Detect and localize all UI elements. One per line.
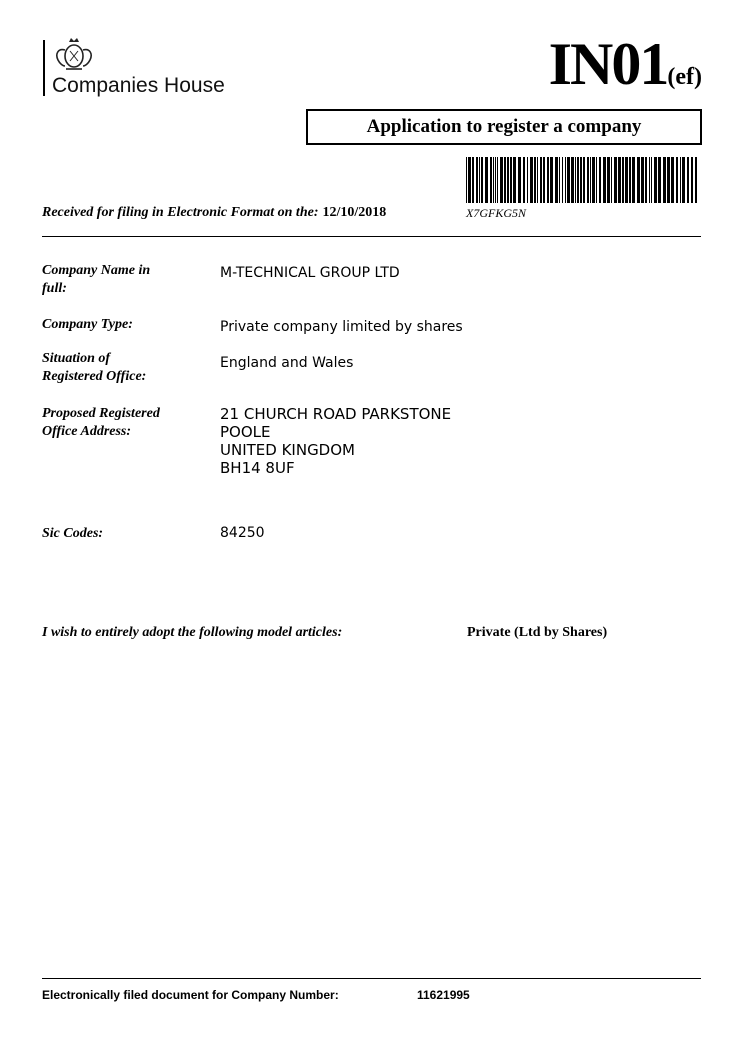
address-value	[220, 405, 451, 477]
form-code-suffix: (ef)	[667, 64, 702, 90]
form-title: Application to register a company	[306, 109, 702, 145]
situation-label: Situation of Registered Office:	[42, 351, 147, 384]
company-type-value: Private company limited by shares	[220, 319, 463, 335]
model-articles-label: I wish to entirely adopt the following model articles:	[42, 625, 343, 640]
received-date: 12/10/2018	[322, 205, 387, 220]
address-label: Proposed Registered Office Address:	[42, 406, 160, 439]
address-line-1: 21 CHURCH ROAD PARKSTONE	[220, 405, 452, 423]
form-code	[548, 31, 702, 97]
footer-label: Electronically filed document for Company Number:	[42, 988, 339, 1002]
company-name-value: M-TECHNICAL GROUP LTD	[220, 265, 400, 281]
barcode-icon	[466, 157, 700, 203]
address-line-2: POOLE	[220, 423, 271, 441]
form-code-main: IN01	[548, 31, 668, 97]
logo-divider	[43, 40, 45, 96]
barcode-id: X7GFKG5N	[466, 206, 526, 220]
received-label: Received for filing in Electronic Format on the:	[42, 205, 319, 220]
company-name-label: Company Name in full:	[42, 263, 151, 296]
royal-crest-icon	[52, 36, 96, 74]
organisation-name: Companies House	[52, 74, 225, 97]
address-line-3: UNITED KINGDOM	[220, 441, 355, 459]
received-line	[42, 205, 386, 221]
situation-value: England and Wales	[220, 355, 354, 371]
header-divider	[42, 236, 701, 237]
sic-codes-value: 84250	[220, 525, 265, 541]
company-number: 11621995	[417, 988, 470, 1002]
sic-codes-label: Sic Codes:	[42, 526, 104, 541]
company-type-label: Company Type:	[42, 317, 133, 332]
footer-divider	[42, 978, 701, 979]
address-line-4: BH14 8UF	[220, 459, 295, 477]
model-articles-value: Private (Ltd by Shares)	[467, 625, 608, 640]
